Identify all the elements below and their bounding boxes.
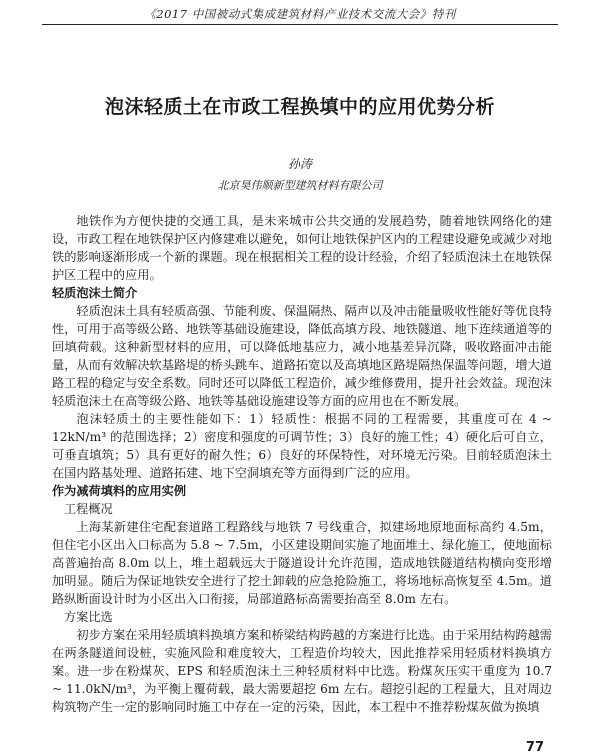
subsection-heading-comparison: 方案比选	[64, 610, 113, 624]
section-heading-intro: 轻质泡沫土简介	[52, 286, 138, 300]
page-number: 77	[525, 740, 544, 755]
article-body	[52, 212, 552, 716]
article-title: 泡沫轻质土在市政工程换填中的应用优势分析	[104, 96, 495, 118]
intro-paragraph: 地铁作为方便快捷的交通工具，是未来城市公共交通的发展趋势，随着地铁网络化的建设，市政工程在地铁保护区内修建难以避免，如何让地铁保护区内的工程建设避免或减少对地铁的影响逐渐形成一个新的课题。现在根据相关工程的设计经验，介绍了轻质泡沫土在地铁保护区工程中的应用。	[52, 214, 552, 282]
section1-paragraph-2: 泡沫轻质土的主要性能如下：1）轻质性：根据不同的工程需要，其重度可在 4 ~ 12kN/m³ 的范围选择；2）密度和强度的可调节性；3）良好的施工性；4）硬化后可自立，可垂直填筑；5）具有更好的耐久性；6）良好的环保特性，对环境无污染。目前轻质泡沫土在国内路基处理、道路拓建、地下空洞填充等方面得到广泛的应用。	[52, 412, 552, 480]
article-affiliation: 北京昊伟顺新型建筑材料有限公司	[217, 179, 383, 192]
overview-paragraph: 上海某新建住宅配套道路工程路线与地铁 7 号线重合，拟建场地原地面标高约 4.5m，但住宅小区出入口标高为 5.8 ~ 7.5m，小区建设期间实施了地面堆土、绿化施工，使地面标高普遍抬高 8.0m 以上，堆土超载远大于隧道设计允许范围，造成地铁隧道结构横向变形增加明显。随后为保证地铁安全进行了挖土卸载的应急抢险施工，将场地标高恢复至 4.5m。道路纵断面设计时为小区出入口衔接，局部道路标高需要抬高至 8.0m 左右。	[52, 520, 552, 606]
header-rule	[42, 24, 558, 25]
subsection-heading-overview: 工程概况	[64, 502, 113, 516]
comparison-paragraph: 初步方案在采用轻质填料换填方案和桥梁结构跨越的方案进行比选。由于采用结构跨越需在两条隧道间设桩，实施风险和难度较大，工程造价均较大，因此推荐采用轻质材料换填方案。进一步在粉煤灰、EPS 和轻质泡沫土三种轻质材料中比选。粉煤灰压实干重度为 10.7 ~ 11.0kN/m³，为平衡上覆荷载，最大需要超挖 6m 左右。超挖引起的工程量大，且对周边构筑物产生一定的影响同时施工中存在一定的污染，因此，本工程中不推荐粉煤灰做为换填	[52, 628, 552, 714]
running-header: 《2017 中国被动式集成建筑材料产业技术交流大会》特刊	[144, 7, 456, 21]
section1-paragraph-1: 轻质泡沫土具有轻质高强、节能利废、保温隔热、隔声以及冲击能量吸收性能好等优良特性，可用于高等级公路、地铁等基础设施建设，降低高填方段、地铁隧道、地下连续通道等的回填荷载。这种新型材料的应用，可以降低地基应力，减小地基差异沉降，吸收路面冲击能量，从而有效解决软基路堤的桥头跳车、道路拓宽以及高填地区路堤隔热保温等问题，增大道路工程的稳定与安全系数。同时还可以降低工程造价，减少维修费用，提升社会效益。现泡沫轻质泡沫土在高等级公路、地铁等基础设施建设等方面的应用也在不断发展。	[52, 304, 552, 408]
section-heading-application: 作为减荷填料的应用实例	[52, 484, 187, 498]
article-author: 孙涛	[287, 157, 312, 171]
